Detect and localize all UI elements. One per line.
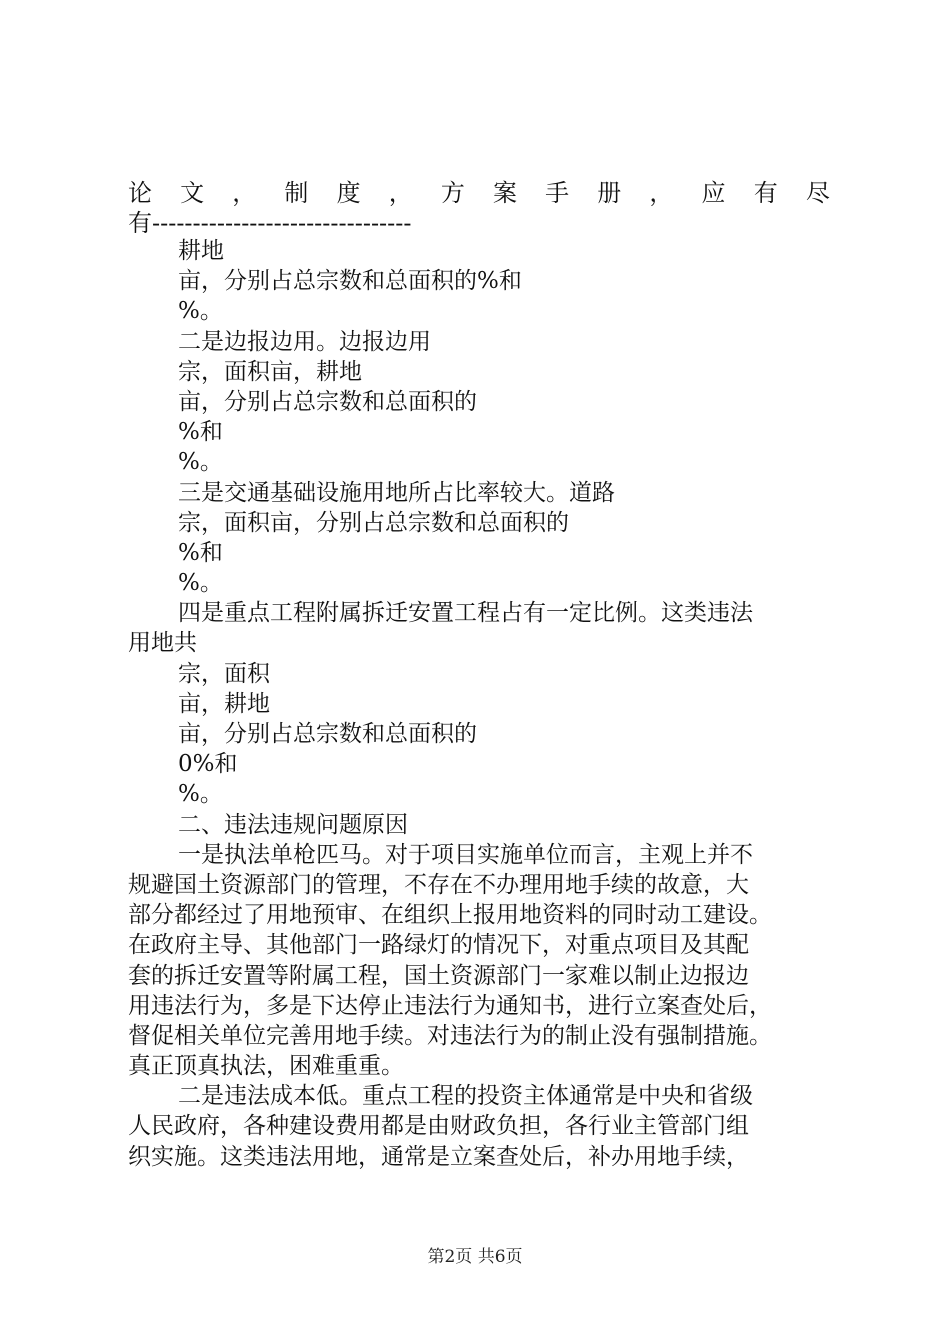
text-line: 三是交通基础设施用地所占比率较大。道路 — [178, 479, 615, 506]
header-char: ， — [649, 179, 674, 207]
text-line: 二是边报边用。边报边用 — [178, 328, 431, 355]
header-char: 制 — [284, 179, 309, 207]
text-line: %。 — [178, 781, 223, 808]
header-char: 尽 — [805, 179, 830, 207]
header-char: 案 — [492, 179, 517, 207]
header-char: 文 — [180, 179, 205, 207]
header-char: 应 — [701, 179, 726, 207]
text-line: 宗，面积亩，耕地 — [178, 358, 362, 385]
text-line: 一是执法单枪匹马。对于项目实施单位而言，主观上并不 — [178, 841, 753, 868]
text-line: 人民政府，各种建设费用都是由财政负担，各行业主管部门组 — [128, 1113, 749, 1140]
text-line: 四是重点工程附属拆迁安置工程占有一定比例。这类违法 — [178, 600, 753, 627]
text-line: 用地共 — [128, 630, 197, 657]
header-char: 手 — [545, 179, 570, 207]
text-line: 二、违法违规问题原因 — [178, 811, 408, 838]
header-char: 有 — [753, 179, 778, 207]
text-line: 亩，分别占总宗数和总面积的 — [178, 388, 477, 415]
text-line: 真正顶真执法，困难重重。 — [128, 1053, 404, 1080]
text-line: %。 — [178, 298, 223, 325]
header-char: 方 — [440, 179, 465, 207]
text-line: 二是违法成本低。重点工程的投资主体通常是中央和省级 — [178, 1083, 753, 1110]
text-line: 用违法行为，多是下达停止违法行为通知书，进行立案查处后， — [128, 992, 772, 1019]
header-line-2: 有-------------------------------- — [128, 209, 412, 237]
page-header — [128, 178, 830, 238]
header-char: 论 — [128, 179, 152, 207]
header-char: 度 — [336, 179, 361, 207]
text-line: 宗，面积 — [178, 660, 270, 687]
text-line: %和 — [178, 419, 223, 446]
text-line: 部分都经过了用地预审、在组织上报用地资料的同时动工建设。 — [128, 902, 772, 929]
text-line: 在政府主导、其他部门一路绿灯的情况下，对重点项目及其配 — [128, 932, 749, 959]
text-line: 督促相关单位完善用地手续。对违法行为的制止没有强制措施。 — [128, 1022, 772, 1049]
text-line: 亩，分别占总宗数和总面积的%和 — [178, 268, 522, 295]
text-line: 0%和 — [178, 751, 238, 778]
text-line: %。 — [178, 570, 223, 597]
text-line: 套的拆迁安置等附属工程，国土资源部门一家难以制止边报边 — [128, 962, 749, 989]
text-line: 亩，耕地 — [178, 690, 270, 717]
header-char: ， — [388, 179, 413, 207]
text-line: 亩，分别占总宗数和总面积的 — [178, 721, 477, 747]
page-footer: 第2页 共6页 — [427, 1247, 523, 1267]
text-line: 织实施。这类违法用地，通常是立案查处后，补办用地手续， — [128, 1143, 749, 1170]
text-line: 规避国土资源部门的管理，不存在不办理用地手续的故意，大 — [128, 871, 749, 898]
header-line-1 — [128, 178, 830, 208]
text-line: %和 — [178, 539, 223, 566]
header-char: ， — [232, 179, 257, 207]
text-line: 宗，面积亩，分别占总宗数和总面积的 — [178, 509, 569, 536]
header-char: 册 — [597, 179, 622, 207]
document-body — [128, 236, 838, 1172]
text-line: 耕地 — [178, 238, 224, 264]
text-line: %。 — [178, 449, 223, 476]
